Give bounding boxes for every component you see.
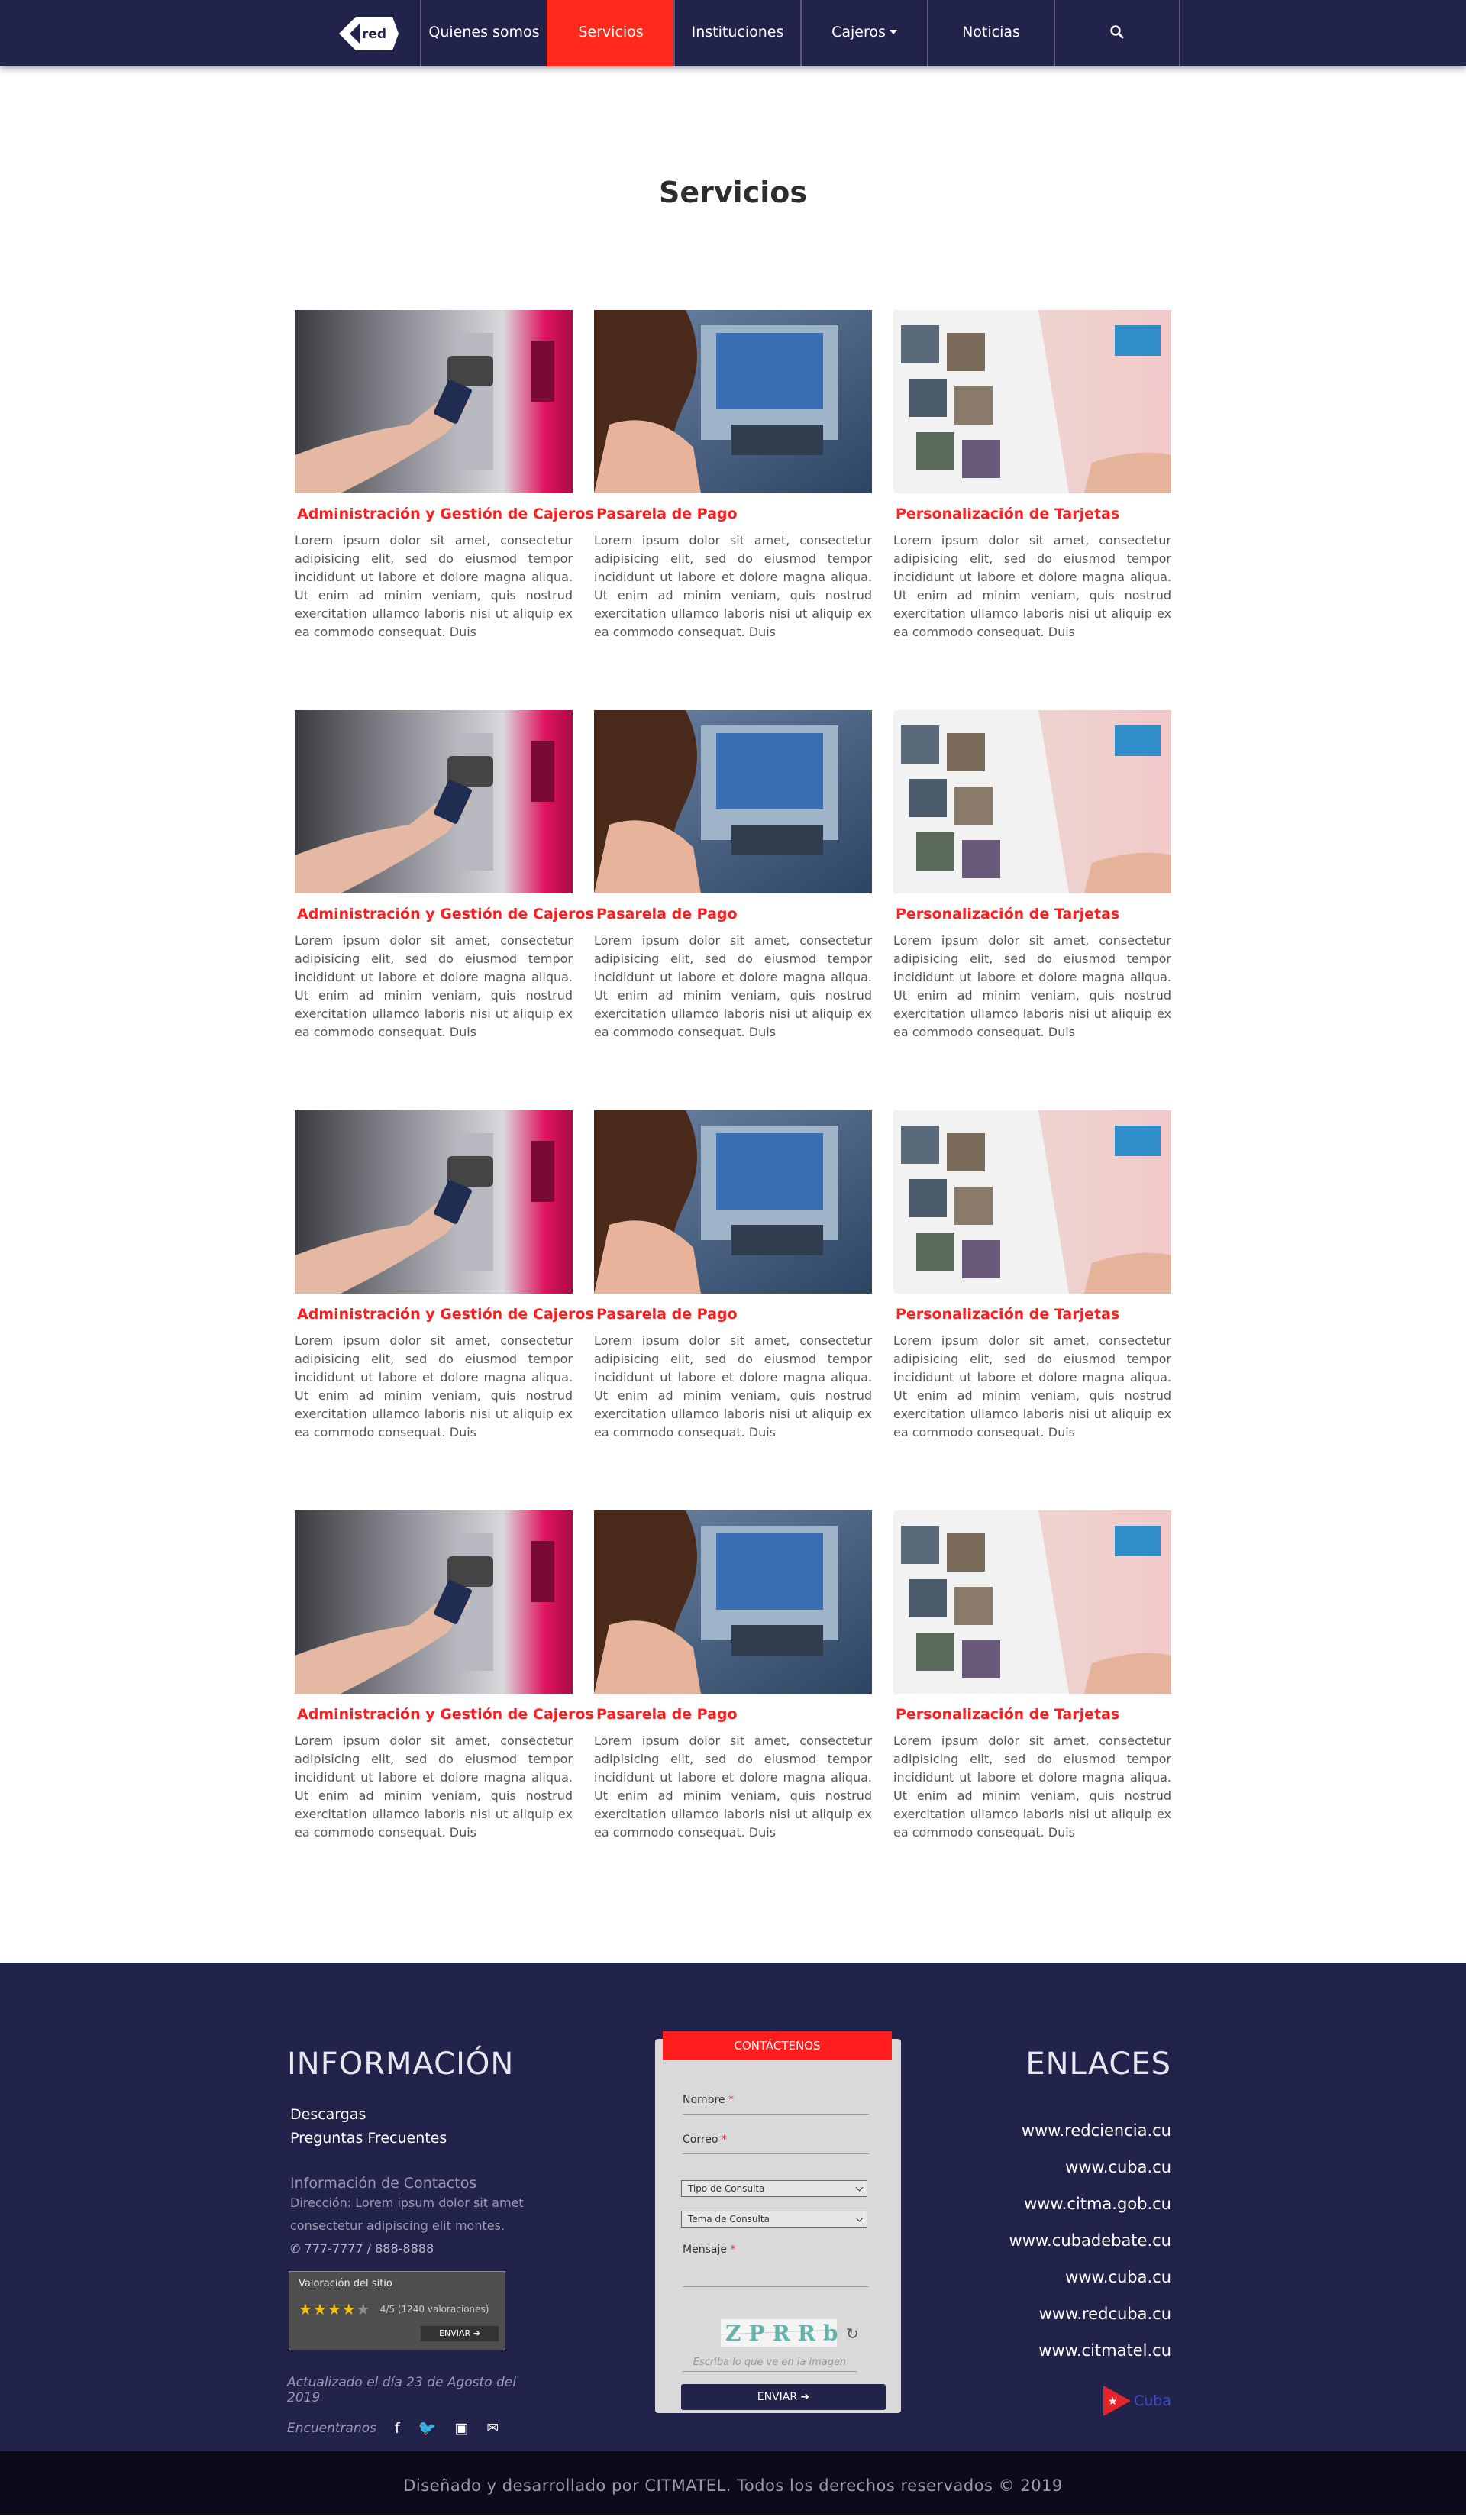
service-title[interactable]: Pasarela de Pago (596, 1706, 738, 1723)
service-card-atm[interactable] (295, 1510, 594, 1911)
service-title[interactable]: Personalización de Tarjetas (896, 1706, 1120, 1723)
service-title[interactable]: Administración y Gestión de Cajeros (297, 906, 594, 922)
service-card-atm[interactable] (295, 1110, 594, 1510)
contact-header: CONTÁCTENOS (663, 2031, 892, 2060)
topic-select-value: Tema de Consulta (688, 2214, 770, 2224)
service-description: Lorem ipsum dolor sit amet, consectetur adipisicing elit, sed do eiusmod tempor incididunt ut labore et dolore magna aliqua. Ut enim ad minim veniam, quis nostrud exercitation ullamco laboris nisi ut aliquip ex ea commodo consequat. Duis (594, 1333, 872, 1439)
chevron-down-icon (856, 2215, 864, 2222)
atm-image (295, 310, 573, 493)
cards-image (893, 310, 1171, 493)
service-description: Lorem ipsum dolor sit amet, consectetur adipisicing elit, sed do eiusmod tempor incididunt ut labore et dolore magna aliqua. Ut enim ad minim veniam, quis nostrud exercitation ullamco laboris nisi ut aliquip ex ea commodo consequat. Duis (893, 1733, 1171, 1840)
cards-image (893, 1110, 1171, 1294)
site-logo[interactable] (318, 0, 420, 66)
link-item[interactable]: www.cuba.cu (1065, 2158, 1171, 2176)
link-item[interactable]: www.citma.gob.cu (1024, 2195, 1171, 2213)
contact-phone (287, 2237, 539, 2260)
star-icon[interactable]: ★ (327, 2300, 341, 2318)
service-description: Lorem ipsum dolor sit amet, consectetur adipisicing elit, sed do eiusmod tempor incididunt ut labore et dolore magna aliqua. Ut enim ad minim veniam, quis nostrud exercitation ullamco laboris nisi ut aliquip ex ea commodo consequat. Duis (594, 933, 872, 1039)
service-title[interactable]: Pasarela de Pago (596, 506, 738, 522)
service-card-payment[interactable] (594, 310, 872, 710)
service-card-atm[interactable] (295, 710, 594, 1110)
cuba-label: Cuba (1133, 2392, 1171, 2409)
captcha-image (721, 2319, 846, 2347)
top-navbar (0, 0, 1466, 66)
email-icon[interactable]: ✉ (486, 2419, 499, 2437)
copyright-bar: Diseñado y desarrollado por CITMATEL. Todos los derechos reservados © 2019 (0, 2451, 1466, 2515)
email-label: Correo (683, 2134, 718, 2146)
site-rating-widget (289, 2271, 505, 2350)
services-grid (295, 310, 1171, 1911)
payment-image (594, 1110, 872, 1294)
rating-send-button[interactable]: ENVIAR ➔ (421, 2326, 499, 2341)
nav-cajeros-label: Cajeros (831, 23, 886, 40)
service-description: Lorem ipsum dolor sit amet, consectetur adipisicing elit, sed do eiusmod tempor incididunt ut labore et dolore magna aliqua. Ut enim ad minim veniam, quis nostrud exercitation ullamco laboris nisi ut aliquip ex ea commodo consequat. Duis (295, 1333, 573, 1439)
atm-image (295, 1110, 573, 1294)
caret-down-icon (890, 30, 897, 34)
links-list (942, 2112, 1171, 2369)
last-updated: Actualizado el día 23 de Agosto del 2019 (287, 2375, 516, 2405)
cards-image (893, 1510, 1171, 1694)
service-title[interactable]: Personalización de Tarjetas (896, 906, 1120, 922)
rating-score: 4/5 (379, 2304, 395, 2315)
name-field[interactable]: Nombre * (683, 2094, 869, 2106)
star-icon[interactable]: ★ (356, 2300, 370, 2318)
page-title: Servicios (659, 176, 807, 209)
payment-image (594, 1510, 872, 1694)
service-title[interactable]: Personalización de Tarjetas (896, 506, 1120, 522)
svg-text:★: ★ (1107, 2396, 1118, 2408)
rating-title: Valoración del sitio (299, 2278, 392, 2289)
link-item[interactable]: www.cubadebate.cu (1009, 2231, 1171, 2250)
type-select-value: Tipo de Consulta (688, 2183, 765, 2194)
services-row (295, 710, 1171, 1110)
footer-links (942, 2047, 1171, 2416)
atm-image (295, 1510, 573, 1694)
service-description: Lorem ipsum dolor sit amet, consectetur adipisicing elit, sed do eiusmod tempor incididunt ut labore et dolore magna aliqua. Ut enim ad minim veniam, quis nostrud exercitation ullamco laboris nisi ut aliquip ex ea commodo consequat. Duis (295, 933, 573, 1039)
service-title[interactable]: Pasarela de Pago (596, 1306, 738, 1323)
contact-send-label: ENVIAR (757, 2391, 798, 2403)
link-item[interactable]: www.citmatel.cu (1038, 2341, 1171, 2360)
message-field[interactable]: Mensaje * (683, 2244, 869, 2256)
payment-image (594, 710, 872, 893)
nav-instituciones[interactable]: Instituciones (673, 0, 800, 66)
nav-servicios[interactable]: Servicios (547, 0, 673, 66)
service-description: Lorem ipsum dolor sit amet, consectetur adipisicing elit, sed do eiusmod tempor incididunt ut labore et dolore magna aliqua. Ut enim ad minim veniam, quis nostrud exercitation ullamco laboris nisi ut aliquip ex ea commodo consequat. Duis (295, 533, 573, 639)
twitter-icon[interactable]: 🐦 (418, 2420, 437, 2437)
info-links (287, 2103, 539, 2150)
service-title[interactable]: Administración y Gestión de Cajeros (297, 506, 594, 522)
service-title[interactable]: Administración y Gestión de Cajeros (297, 1706, 594, 1723)
service-description: Lorem ipsum dolor sit amet, consectetur adipisicing elit, sed do eiusmod tempor incididunt ut labore et dolore magna aliqua. Ut enim ad minim veniam, quis nostrud exercitation ullamco laboris nisi ut aliquip ex ea commodo consequat. Duis (893, 933, 1171, 1039)
service-card-cards[interactable] (893, 1510, 1171, 1911)
chevron-down-icon (856, 2184, 864, 2192)
service-title[interactable]: Pasarela de Pago (596, 906, 738, 922)
rating-stars[interactable] (299, 2300, 496, 2318)
search-icon (1109, 24, 1125, 40)
type-select[interactable] (681, 2180, 867, 2197)
captcha-text: ZPRRb (725, 2321, 846, 2346)
social-row (287, 2419, 539, 2437)
service-card-payment[interactable] (594, 710, 872, 1110)
services-row (295, 1110, 1171, 1510)
link-item[interactable]: www.redciencia.cu (1021, 2121, 1171, 2140)
service-title[interactable]: Administración y Gestión de Cajeros (297, 1306, 594, 1323)
find-us-label: Encuentranos (287, 2420, 376, 2436)
star-icon[interactable]: ★ (341, 2300, 356, 2318)
service-description: Lorem ipsum dolor sit amet, consectetur adipisicing elit, sed do eiusmod tempor incididunt ut labore et dolore magna aliqua. Ut enim ad minim veniam, quis nostrud exercitation ullamco laboris nisi ut aliquip ex ea commodo consequat. Duis (893, 533, 1171, 639)
payment-image (594, 310, 872, 493)
contact-info-title: Información de Contactos (290, 2175, 477, 2192)
email-field[interactable]: Correo * (683, 2134, 869, 2146)
services-row (295, 310, 1171, 710)
services-row (295, 1510, 1171, 1911)
message-label: Mensaje (683, 2244, 727, 2256)
service-description: Lorem ipsum dolor sit amet, consectetur adipisicing elit, sed do eiusmod tempor incididunt ut labore et dolore magna aliqua. Ut enim ad minim veniam, quis nostrud exercitation ullamco laboris nisi ut aliquip ex ea commodo consequat. Duis (594, 533, 872, 639)
footer-info (287, 2047, 539, 2437)
logo-text: red (362, 26, 387, 42)
nav-quienes-somos[interactable]: Quienes somos (420, 0, 547, 66)
contact-address: Dirección: Lorem ipsum dolor sit amet consectetur adipiscing elit montes. (290, 2195, 524, 2233)
service-title[interactable]: Personalización de Tarjetas (896, 1306, 1120, 1323)
instagram-icon[interactable]: ▣ (454, 2419, 469, 2437)
rating-count: (1240 valoraciones) (397, 2304, 489, 2315)
name-label: Nombre (683, 2094, 725, 2106)
cards-image (893, 710, 1171, 893)
service-card-payment[interactable] (594, 1510, 872, 1911)
nav-search[interactable] (1054, 0, 1180, 66)
refresh-icon[interactable]: ↻ (846, 2325, 859, 2343)
link-item[interactable]: www.cuba.cu (1065, 2268, 1171, 2286)
service-card-cards[interactable] (893, 1110, 1171, 1510)
info-heading: INFORMACIÓN (287, 2047, 515, 2082)
captcha-hint[interactable]: Escriba lo que ve en la imagen (683, 2357, 857, 2372)
service-description: Lorem ipsum dolor sit amet, consectetur adipisicing elit, sed do eiusmod tempor incididunt ut labore et dolore magna aliqua. Ut enim ad minim veniam, quis nostrud exercitation ullamco laboris nisi ut aliquip ex ea commodo consequat. Duis (295, 1733, 573, 1840)
cuba-flag-icon (1103, 2386, 1134, 2416)
link-descargas[interactable]: Descargas (290, 2106, 366, 2123)
service-card-cards[interactable] (893, 710, 1171, 1110)
link-preguntas-frecuentes[interactable]: Preguntas Frecuentes (290, 2130, 447, 2147)
facebook-icon[interactable]: f (394, 2419, 400, 2437)
service-description: Lorem ipsum dolor sit amet, consectetur adipisicing elit, sed do eiusmod tempor incididunt ut labore et dolore magna aliqua. Ut enim ad minim veniam, quis nostrud exercitation ullamco laboris nisi ut aliquip ex ea commodo consequat. Duis (594, 1733, 872, 1840)
atm-image (295, 710, 573, 893)
contact-send-button[interactable]: ENVIAR ➔ (681, 2384, 886, 2410)
service-card-cards[interactable] (893, 310, 1171, 710)
service-description: Lorem ipsum dolor sit amet, consectetur adipisicing elit, sed do eiusmod tempor incididunt ut labore et dolore magna aliqua. Ut enim ad minim veniam, quis nostrud exercitation ullamco laboris nisi ut aliquip ex ea commodo consequat. Duis (893, 1333, 1171, 1439)
star-icon[interactable]: ★ (312, 2300, 327, 2318)
service-card-atm[interactable] (295, 310, 594, 710)
topic-select[interactable] (681, 2211, 867, 2228)
nav-noticias[interactable]: Noticias (927, 0, 1054, 66)
phone-icon: ✆ (290, 2241, 305, 2256)
footer (0, 1963, 1466, 2451)
cuba-link[interactable] (942, 2386, 1171, 2416)
link-item[interactable]: www.redcuba.cu (1038, 2305, 1171, 2323)
service-card-payment[interactable] (594, 1110, 872, 1510)
star-icon[interactable]: ★ (299, 2300, 312, 2318)
phone-number: 777-7777 / 888-8888 (304, 2241, 434, 2256)
nav-cajeros[interactable] (800, 0, 927, 66)
links-heading: ENLACES (1025, 2047, 1171, 2082)
rating-send-label: ENVIAR (439, 2328, 471, 2338)
contact-form (655, 2039, 901, 2413)
